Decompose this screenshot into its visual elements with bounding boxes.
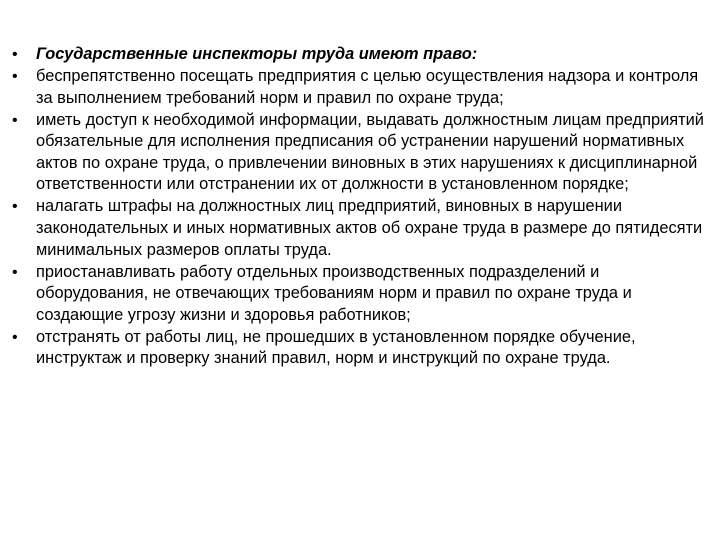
bullet-icon: • <box>12 263 18 281</box>
bullet-icon: • <box>12 46 18 63</box>
bullet-icon: • <box>12 67 18 85</box>
bullet-icon: • <box>12 111 18 129</box>
list-heading-item <box>12 44 712 66</box>
list-item-text: иметь доступ к необходимой информации, выдавать должностным лицам предприятий обязательные для исполнения предписания об устранении нарушений нормативных актов по охране труда, о привлечении виновных в этих нарушениях к дисциплинарной ответственности или отстранении их от должности в установленном порядке; <box>36 110 704 194</box>
list-item-text: налагать штрафы на должностных лиц предприятий, виновных в нарушении законодательных и иных нормативных актов об охране труда в размере до пятидесяти минимальных размеров оплаты труда. <box>36 197 703 259</box>
list-item-text: беспрепятственно посещать предприятия с целью осуществления надзора и контроля за выполнением требований норм и правил по охране труда; <box>36 66 699 107</box>
list-item <box>12 327 712 370</box>
list-item <box>12 66 712 109</box>
list-item <box>12 196 712 261</box>
list-heading: Государственные инспекторы труда имеют право: <box>36 45 478 63</box>
rights-list <box>12 44 712 370</box>
bullet-icon: • <box>12 198 18 216</box>
bullet-icon: • <box>12 328 18 346</box>
list-item <box>12 110 712 196</box>
list-item-text: приостанавливать работу отдельных производственных подразделений и оборудования, не отвечающих требованиям норм и правил по охране труда и создающие угрозу жизни и здоровья работников; <box>36 262 632 324</box>
list-item <box>12 262 712 327</box>
list-item-text: отстранять от работы лиц, не прошедших в установленном порядке обучение, инструктаж и проверку знаний правил, норм и инструкций по охране труда. <box>36 327 636 368</box>
